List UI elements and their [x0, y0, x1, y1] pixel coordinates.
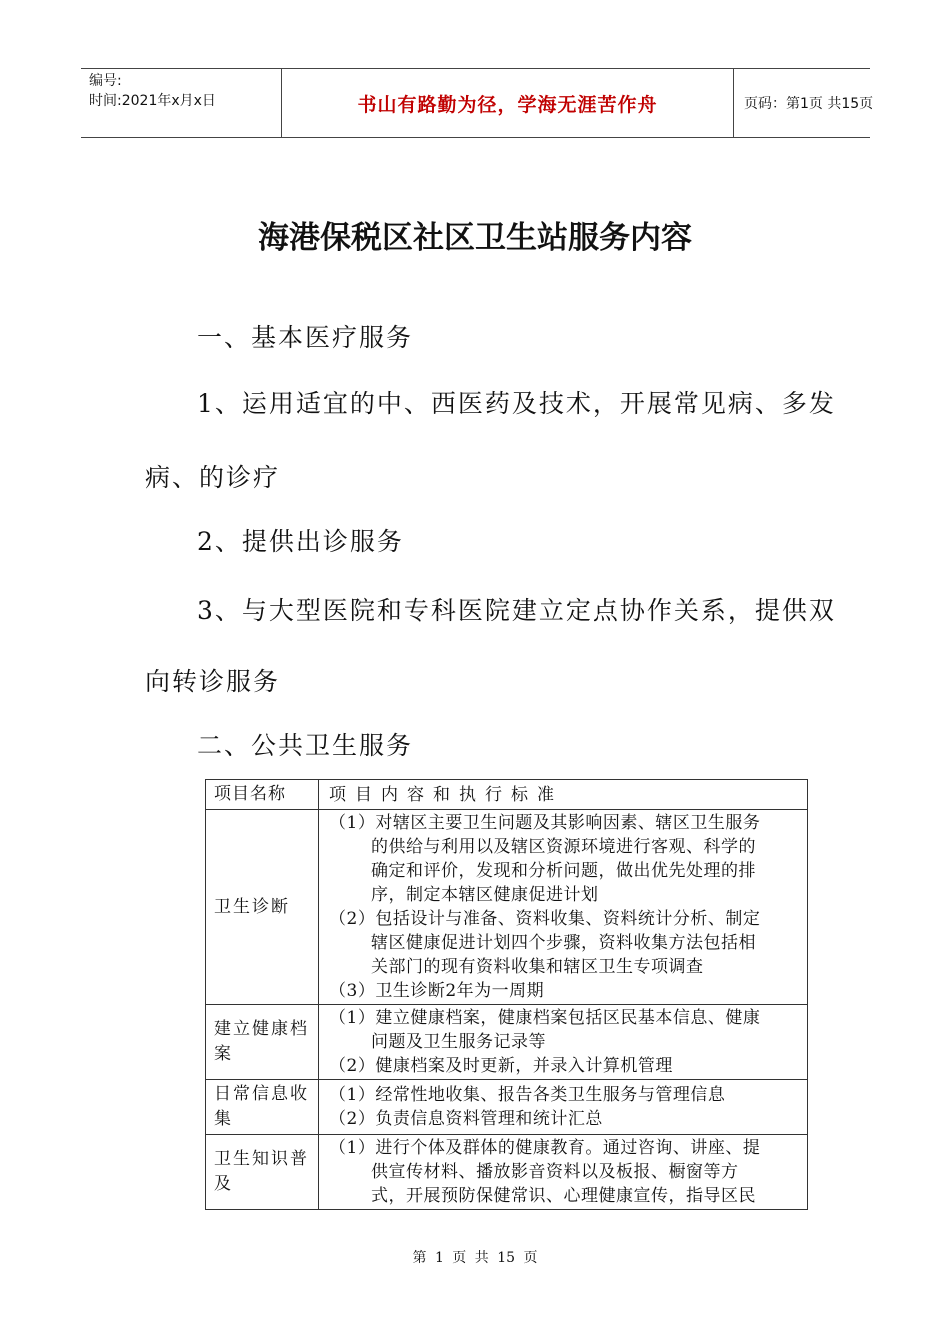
- paragraph-item-2: 2、提供出诊服务: [197, 527, 404, 556]
- row-name: 建立健康档案: [206, 1005, 319, 1080]
- table-row: [206, 1080, 808, 1135]
- paragraph-item-1: 1、运用适宜的中、西医药及技术，开展常见病、多发: [197, 389, 836, 418]
- content-item: （1）对辖区主要卫生问题及其影响因素、辖区卫生服务 的供给与利用以及辖区资源环境进行客观、科学的 确定和评价，发现和分析问题，做出优先处理的排 序，制定本辖区健康促进计划: [329, 813, 761, 905]
- document-title: 海港保税区社区卫生站服务内容: [258, 220, 692, 256]
- table-row: [206, 810, 808, 1005]
- content-item: （1）进行个体及群体的健康教育。通过咨询、讲座、提 供宣传材料、播放影音资料以及板报、橱窗等方 式，开展预防保健常识、心理健康宣传，指导区民: [329, 1138, 761, 1206]
- time-label: 时间:2021年x月x日: [89, 93, 216, 109]
- header-item-content: 项目内容和执行标准: [319, 780, 808, 810]
- row-name: 卫生知识普及: [206, 1135, 319, 1210]
- section-heading-basic-medical: 一、基本医疗服务: [197, 323, 414, 352]
- row-content: [319, 1005, 808, 1080]
- paragraph-item-3-cont: 向转诊服务: [145, 667, 281, 696]
- content-item: （2）负责信息资料管理和统计汇总: [329, 1109, 603, 1129]
- table-row: [206, 1135, 808, 1210]
- page-header: [81, 68, 874, 138]
- service-table: [205, 779, 808, 1210]
- content-item: （2）包括设计与准备、资料收集、资料统计分析、制定 辖区健康促进计划四个步骤，资料收集方法包括相 关部门的现有资料收集和辖区卫生专项调查: [329, 909, 761, 977]
- paragraph-item-1-cont: 病、的诊疗: [145, 463, 281, 492]
- row-content: [319, 1080, 808, 1135]
- header-meta: [81, 69, 281, 137]
- section-heading-public-health: 二、公共卫生服务: [197, 731, 414, 760]
- page-footer: 第 1 页 共 15 页: [412, 1250, 538, 1266]
- content-item: （1）建立健康档案，健康档案包括区民基本信息、健康 问题及卫生服务记录等: [329, 1008, 761, 1052]
- header-motto: 书山有路勤为径，学海无涯苦作舟: [281, 69, 734, 137]
- row-content: [319, 810, 808, 1005]
- header-page-info: 页码：第1页 共15页: [744, 96, 874, 112]
- row-content: [319, 1135, 808, 1210]
- number-label: 编号:: [89, 73, 122, 89]
- header-item-name: 项目名称: [206, 780, 319, 810]
- table-header-row: [206, 780, 808, 810]
- row-name: 日常信息收集: [206, 1080, 319, 1135]
- row-name: 卫生诊断: [206, 810, 319, 1005]
- content-item: （3）卫生诊断2年为一周期: [329, 981, 545, 1001]
- table-row: [206, 1005, 808, 1080]
- content-item: （1）经常性地收集、报告各类卫生服务与管理信息: [329, 1085, 726, 1105]
- paragraph-item-3: 3、与大型医院和专科医院建立定点协作关系，提供双: [197, 596, 836, 625]
- content-item: （2）健康档案及时更新，并录入计算机管理: [329, 1056, 673, 1076]
